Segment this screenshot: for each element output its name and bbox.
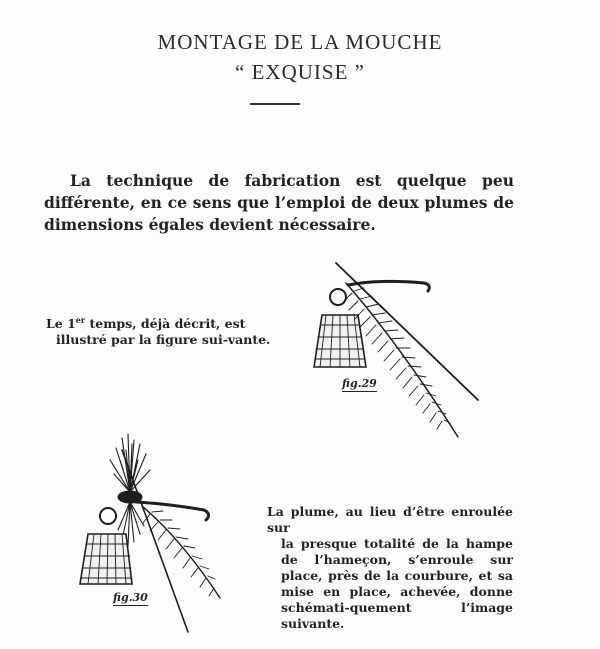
p2-continuation: la presque totalité de la hampe de l’hameçon, s’enroule sur place, près de la courbure, et sa mise en place, achevée, donne schémati-quement l’image suivante. <box>281 536 513 631</box>
fig29-label: fig.29 <box>342 377 377 390</box>
intro-text: La technique de fabrication est quelque peu différente, en ce sens que l’emploi de deux plumes de dimensions égales devient nécessaire. <box>44 171 514 234</box>
intro-paragraph <box>44 170 514 236</box>
p1-line1-rest: temps, déjà décrit, est <box>85 316 246 331</box>
fig30-label: fig.30 <box>113 591 148 604</box>
p2-line1: La plume, au lieu d’être enroulée sur <box>267 504 513 535</box>
paragraph-fig29 <box>46 312 274 348</box>
page-subtitle: “ EXQUISE ” <box>235 60 365 84</box>
fly-hackle-wound-icon <box>70 430 240 640</box>
fly-hackle-feather-icon <box>300 255 500 455</box>
title-divider <box>250 103 300 105</box>
page-title: MONTAGE DE LA MOUCHE <box>157 30 443 54</box>
p1-superscript: er <box>75 315 86 325</box>
paragraph-fig30 <box>267 504 513 632</box>
p1-continuation: illustré par la figure sui-vante. <box>56 332 271 347</box>
p1-prefix: Le 1 <box>46 316 76 331</box>
